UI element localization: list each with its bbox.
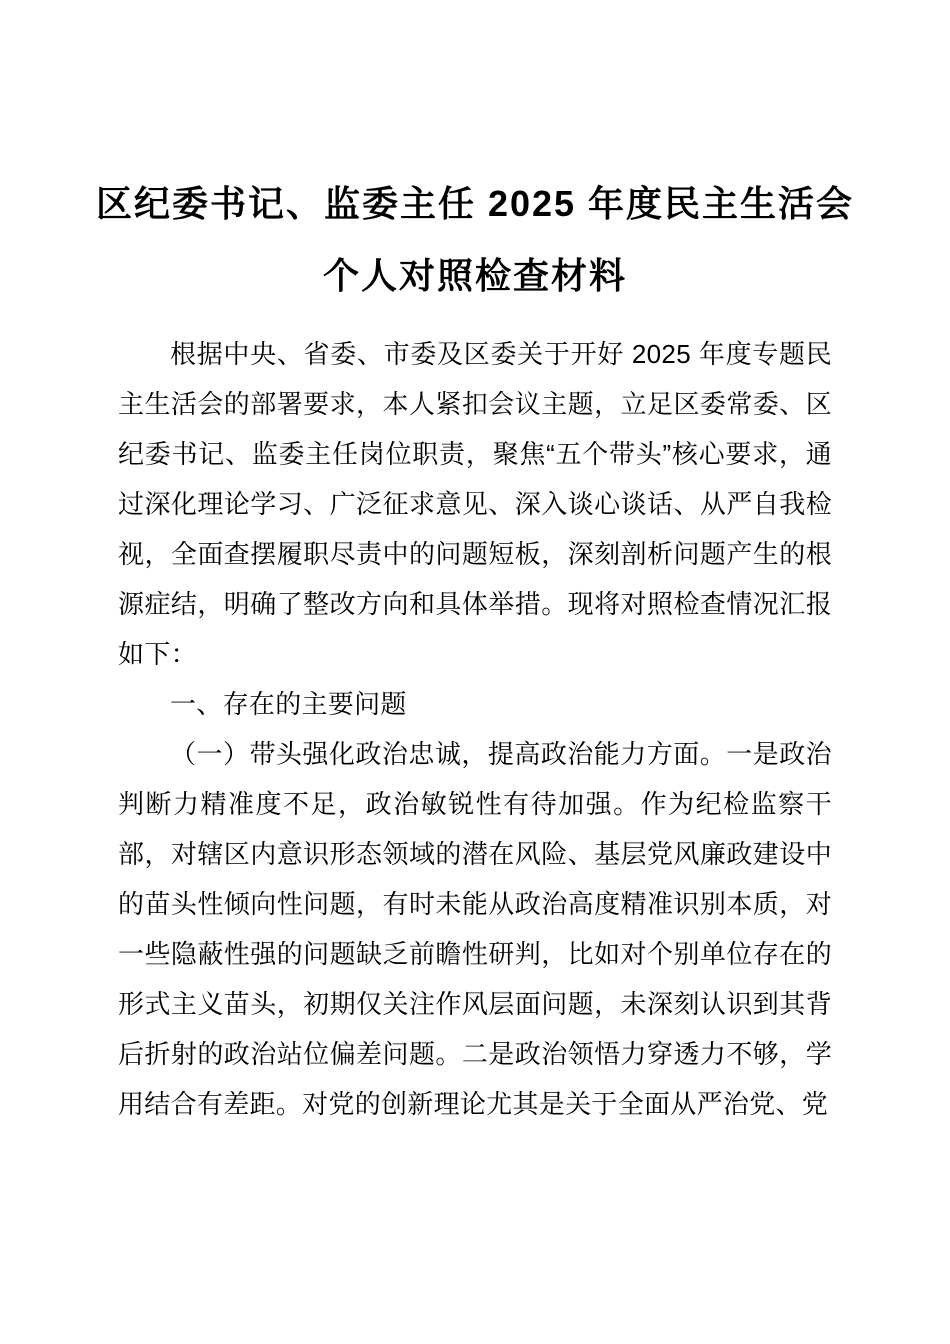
paragraph-intro: 根据中央、省委、市委及区委关于开好 2025 年度专题民主生活会的部署要求，本人紧扣会议主题，立足区委常委、区纪委书记、监委主任岗位职责，聚焦“五个带头”核心要求，通过深化理论学习、广泛征求意见、深入谈心谈话、从严自我检视，全面查摆履职尽责中的问题短板，深刻剖析问题产生的根源症结，明确了整改方向和具体举措。现将对照检查情况汇报如下： xyxy=(118,339,832,669)
document-title-line-1: 区纪委书记、监委主任 2025 年度民主生活会 xyxy=(95,183,855,224)
document-body xyxy=(118,329,832,1129)
document-title xyxy=(60,168,890,312)
paragraph-section-one: （一）带头强化政治忠诚，提高政治能力方面。一是政治判断力精准度不足，政治敏锐性有待加强。作为纪检监察干部，对辖区内意识形态领域的潜在风险、基层党风廉政建设中的苗头性倾向性问题，有时未能从政治高度精准识别本质，对一些隐蔽性强的问题缺乏前瞻性研判，比如对个别单位存在的形式主义苗头，初期仅关注作风层面问题，未深刻认识到其背后折射的政治站位偏差问题。二是政治领悟力穿透力不够，学用结合有差距。对党的创新理论尤其是关于全面从严治党、党 xyxy=(118,739,832,1119)
document-title-line-2: 个人对照检查材料 xyxy=(322,255,627,296)
section-heading-main-problems: 一、存在的主要问题 xyxy=(170,689,407,719)
